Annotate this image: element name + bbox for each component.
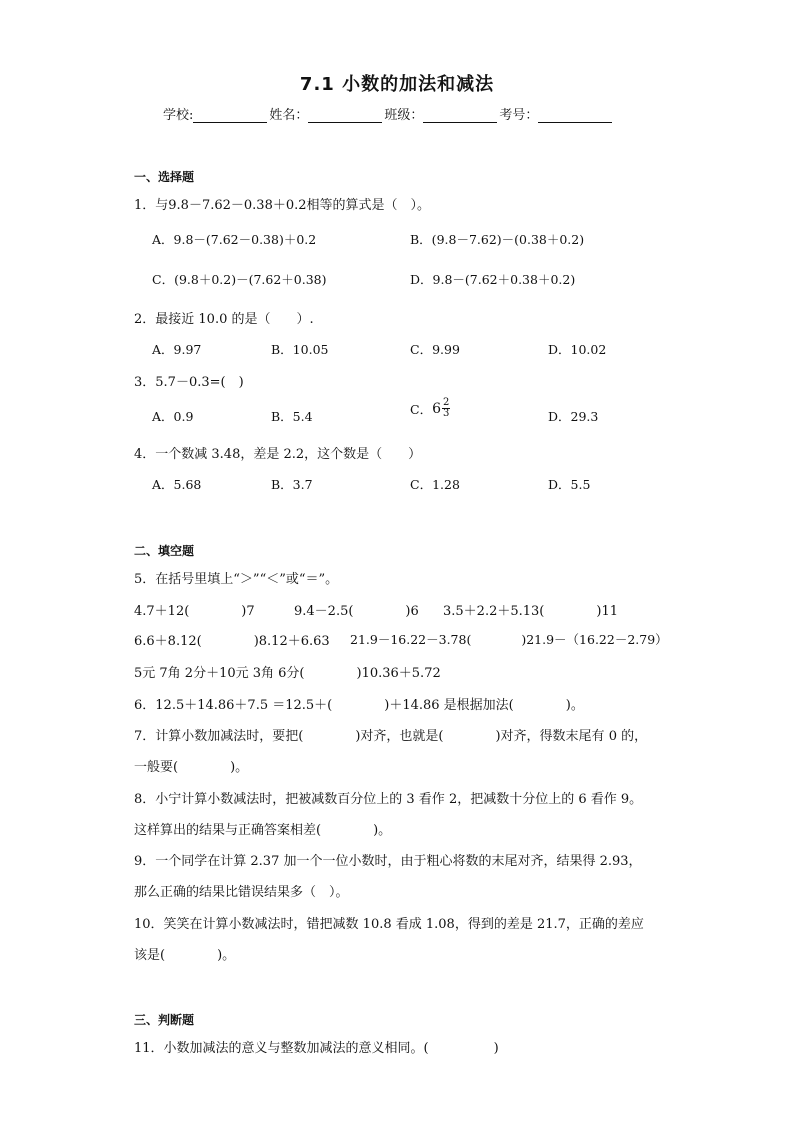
page-title: 7.1 小数的加法和减法 bbox=[299, 74, 495, 95]
question-2-option-b[interactable]: B．10.05 bbox=[271, 342, 329, 357]
school-label: 学校: bbox=[163, 108, 194, 123]
question-2-option-d[interactable]: D．10.02 bbox=[548, 342, 607, 357]
fraction-denominator: 3 bbox=[443, 408, 450, 419]
question-9-line-2[interactable]: 那么正确的结果比错误结果多（ ）。 bbox=[134, 885, 349, 900]
question-3-option-b[interactable]: B．5.4 bbox=[271, 409, 313, 424]
question-3-option-a[interactable]: A．0.9 bbox=[152, 409, 194, 424]
question-5-stem: 5．在括号里填上“＞”“＜”或“＝”。 bbox=[134, 572, 339, 587]
question-5-item-1[interactable]: 4.7＋12( )7 bbox=[134, 604, 255, 619]
question-10-line-2[interactable]: 该是( )。 bbox=[134, 948, 236, 963]
question-3-option-c[interactable] bbox=[410, 398, 450, 419]
question-1-option-d[interactable]: D．9.8－(7.62＋0.38＋0.2) bbox=[410, 272, 576, 287]
question-4-option-b[interactable]: B．3.7 bbox=[271, 477, 313, 492]
name-label: 姓名： bbox=[269, 108, 309, 123]
question-6[interactable]: 6．12.5＋14.86＋7.5 ＝12.5＋( )＋14.86 是根据加法( )。 bbox=[134, 698, 584, 713]
question-4-option-c[interactable]: C．1.28 bbox=[410, 477, 460, 492]
class-blank[interactable] bbox=[423, 108, 497, 123]
question-5-item-5[interactable]: 21.9－16.22－3.78( )21.9－（16.22－2.79） bbox=[350, 632, 668, 647]
section-heading-true-false: 三、判断题 bbox=[134, 1013, 195, 1027]
question-11[interactable]: 11．小数加减法的意义与整数加减法的意义相同。( ) bbox=[134, 1041, 499, 1056]
question-5-item-4[interactable]: 6.6＋8.12( )8.12＋6.63 bbox=[134, 634, 330, 649]
mixed-fraction bbox=[432, 398, 450, 419]
question-4-stem: 4．一个数减 3.48，差是 2.2，这个数是（ ） bbox=[134, 447, 422, 462]
question-4-option-d[interactable]: D．5.5 bbox=[548, 477, 591, 492]
question-7-line-2[interactable]: 一般要( )。 bbox=[134, 760, 249, 775]
section-heading-fill-blank: 二、填空题 bbox=[134, 544, 195, 558]
exam-number-blank[interactable] bbox=[538, 108, 612, 123]
student-info-line bbox=[163, 104, 614, 123]
question-2-stem: 2．最接近 10.0 的是（ ）. bbox=[134, 312, 314, 327]
exam-number-label: 考号： bbox=[499, 108, 539, 123]
fraction-numerator: 2 bbox=[443, 397, 450, 408]
question-1-option-c[interactable]: C．(9.8＋0.2)－(7.62＋0.38) bbox=[152, 272, 327, 287]
class-label: 班级： bbox=[384, 108, 424, 123]
question-5-item-3[interactable]: 3.5＋2.2＋5.13( )11 bbox=[443, 604, 618, 619]
question-8-line-1: 8．小宁计算小数减法时，把被减数百分位上的 3 看作 2，把减数十分位上的 6 看作 9。 bbox=[134, 792, 643, 807]
question-9-line-1: 9．一个同学在计算 2.37 加一个一位小数时，由于粗心将数的末尾对齐，结果得 2.93， bbox=[134, 854, 642, 869]
question-2-option-c[interactable]: C．9.99 bbox=[410, 342, 460, 357]
mixed-fraction-whole: 6 bbox=[432, 400, 441, 417]
question-3-stem: 3．5.7－0.3=( ) bbox=[134, 375, 244, 390]
question-2-option-a[interactable]: A．9.97 bbox=[152, 342, 202, 357]
section-heading-choice: 一、选择题 bbox=[134, 170, 195, 184]
question-4-option-a[interactable]: A．5.68 bbox=[152, 477, 202, 492]
question-1-option-a[interactable]: A．9.8－(7.62－0.38)＋0.2 bbox=[152, 232, 317, 247]
question-3-option-d[interactable]: D．29.3 bbox=[548, 409, 599, 424]
school-blank[interactable] bbox=[193, 108, 267, 123]
question-3-option-c-label: C． bbox=[410, 401, 433, 417]
question-10-line-1: 10．笑笑在计算小数减法时，错把减数 10.8 看成 1.08，得到的差是 21.7，正确的差应 bbox=[134, 917, 644, 932]
question-5-item-6[interactable]: 5元 7角 2分＋10元 3角 6分( )10.36＋5.72 bbox=[134, 666, 441, 681]
question-8-line-2[interactable]: 这样算出的结果与正确答案相差( )。 bbox=[134, 823, 392, 838]
question-7-line-1[interactable]: 7．计算小数加减法时，要把( )对齐，也就是( )对齐，得数末尾有 0 的， bbox=[134, 729, 648, 744]
question-1-option-b[interactable]: B．(9.8－7.62)－(0.38＋0.2) bbox=[410, 232, 585, 247]
question-1-stem: 1．与9.8－7.62－0.38＋0.2相等的算式是（ ）。 bbox=[134, 198, 431, 213]
question-5-item-2[interactable]: 9.4－2.5( )6 bbox=[294, 604, 419, 619]
name-blank[interactable] bbox=[308, 108, 382, 123]
